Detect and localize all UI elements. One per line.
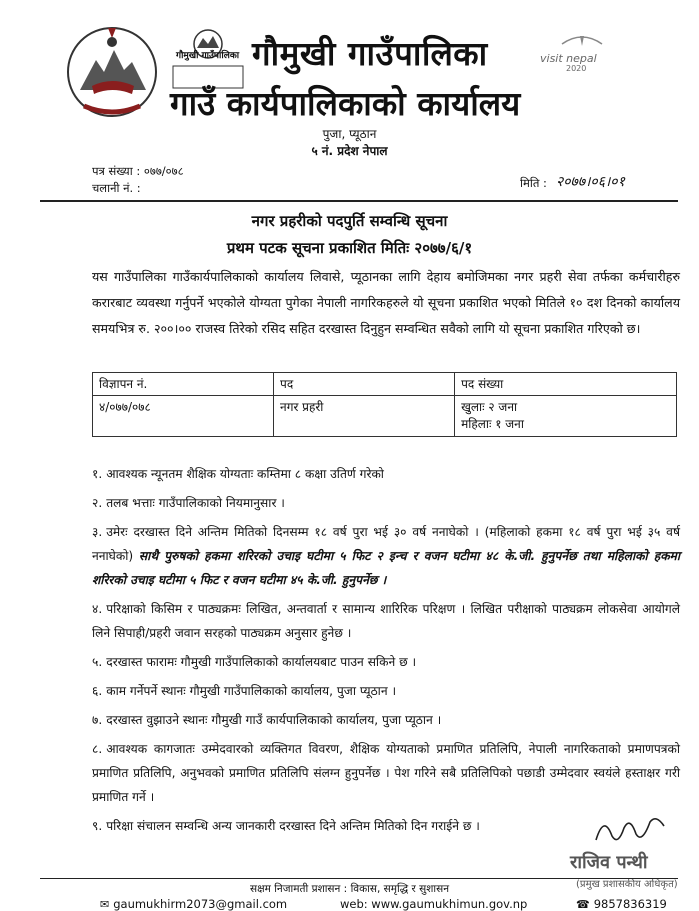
table-header-row (93, 373, 677, 396)
table-header-ad-no: विज्ञापन नं. (93, 373, 274, 396)
condition-number: ८. (92, 742, 103, 756)
email-icon: ✉ (100, 898, 110, 911)
condition-text: परिक्षाको किसिम र पाठ्यक्रमः लिखित, अन्तवार्ता र सामान्य शारिरिक परिक्षण । लिखित परीक्षाको पाठ्यक्रम लोकसेवा आयोगले लिने सिपाही/प्रहरी जवान सरहको पाठ्यक्रम अनुसार हुनेछ । (92, 602, 680, 640)
table-header-post: पद (274, 373, 455, 396)
handwritten-signature (590, 810, 670, 850)
office-name: गाउँ कार्यपालिकाको कार्यालय (170, 84, 521, 123)
condition-item (92, 814, 602, 838)
dispatch-number: चलानी नं. : (92, 181, 141, 195)
footer-phone (576, 897, 667, 911)
address-line2: ५ नं. प्रदेश नेपाल (311, 144, 388, 158)
condition-text: आवश्यक कागजातः उम्मेदवारको व्यक्तिगत विवरण, शैक्षिक योग्यताको प्रमाणित प्रतिलिपि, नेपाली नागरिकताको प्रमाणपत्रको प्रमाणित प्रतिलिपि, अनुभवको प्रमाणित प्रतिलिपि संलग्न हुनुपर्नेछ । पेश गरिने सबै प्रतिलिपिको पछाडी उम्मेदवार स्वयंले हस्ताक्षर गरी प्रमाणित गर्ने । (92, 742, 680, 804)
phone-text: 9857836319 (593, 897, 667, 911)
condition-item (92, 737, 680, 809)
condition-text: काम गर्नेपर्ने स्थानः गौमुखी गाउँपालिकाको कार्यालय, पुजा प्यूठान । (106, 684, 397, 698)
nepal-emblem-icon (62, 20, 162, 120)
condition-item (92, 491, 680, 515)
count-women: महिलाः १ जना (461, 417, 524, 431)
signatory-name: राजिव पन्थी (570, 852, 648, 873)
vacancy-table (92, 372, 677, 437)
notice-subtitle: प्रथम पटक सूचना प्रकाशित मितिः २०७७/६/१ (226, 239, 473, 257)
condition-item (92, 520, 680, 592)
visit-logo-text: visit nepal (540, 52, 597, 65)
condition-item (92, 597, 680, 645)
footer-email (100, 897, 287, 911)
footer-divider (40, 878, 678, 879)
visit-logo-year: 2020 (566, 64, 587, 73)
condition-text: उमेरः दरखास्त दिने अन्तिम मितिको दिनसम्म १८ वर्ष पुरा भई ३० वर्ष ननाघेको । (महिलाको हकमा १८ वर्ष पुरा भई ३५ वर्ष ननाघेको) (92, 525, 680, 563)
condition-emphasis: साथै पुरुषको हकमा शरिरको उचाइ घटीमा ५ फिट २ इन्च र वजन घटीमा ४८ के.जी. हुनुपर्नेछ तथा महिलाको हकमा शरिरको उचाइ घटीमा ५ फिट र वजन घटीमा ४५ के.जी. हुनुपर्नेछ । (92, 549, 680, 587)
condition-number: १. (92, 467, 103, 481)
email-text: gaumukhirm2073@gmail.com (113, 897, 288, 911)
table-header-count: पद संख्या (455, 373, 677, 396)
condition-number: ४. (92, 602, 103, 616)
seal-text: गौमुखी गाउँपालिका (176, 51, 240, 61)
condition-item (92, 708, 680, 732)
notice-intro: यस गाउँपालिका गाउँकार्यपालिकाको कार्यालय लिवासे, प्यूठानका लागि देहाय बमोजिमका नगर प्रहरी सेवा तर्फका कर्मचारीहरु करारबाट व्यवस्था गर्नुपर्ने भएकोले योग्यता पुगेका नेपाली नागरिकहरुले यो सूचना प्रकाशित भएको मितिले १० दश दिनको कार्यालय समयभित्र रु. २००।०० राजस्व तिरेको रसिद सहित दरखास्त दिनुहुन सम्वन्धित सवैको लागि यो सूचना प्रकाशित गरिएको छ। (92, 269, 680, 336)
footer-motto: सक्षम निजामती प्रशासन : विकास, समृद्धि र सुशासन (249, 883, 450, 895)
signatory-designation: (प्रमुख प्रशासकीय अधिकृत) (576, 879, 678, 890)
date-value: २०७७।०६।०१ (556, 174, 625, 190)
address-line1: पुजा, प्यूठान (322, 127, 377, 141)
phone-icon: ☎ (576, 898, 590, 911)
condition-number: २. (92, 496, 103, 510)
municipality-name: गौमुखी गाउँपालिका (252, 34, 488, 73)
condition-text: आवश्यक न्यूनतम शैक्षिक योग्यताः कम्तिमा ८ कक्षा उतिर्ण गरेको (106, 467, 384, 481)
footer-web: web: www.gaumukhimun.gov.np (340, 897, 528, 911)
condition-text: परिक्षा संचालन सम्वन्धि अन्य जानकारी दरखास्त दिने अन्तिम मितिको दिन गराईने छ । (106, 819, 480, 833)
condition-text: तलब भत्ताः गाउँपालिकाको नियमानुसार । (106, 496, 285, 510)
condition-number: ६. (92, 684, 103, 698)
condition-item (92, 650, 680, 674)
condition-number: ७. (92, 713, 103, 727)
table-cell-count (455, 396, 677, 437)
condition-number: ९. (92, 819, 103, 833)
header-divider (40, 200, 678, 202)
table-cell-ad-no: ४/०७७/०७८ (93, 396, 274, 437)
conditions-list (92, 462, 680, 843)
condition-text: दरखास्त फारामः गौमुखी गाउँपालिकाको कार्यालयबाट पाउन सकिने छ । (106, 655, 417, 669)
condition-number: ३. (92, 525, 103, 539)
condition-number: ५. (92, 655, 103, 669)
condition-item (92, 679, 680, 703)
condition-text: दरखास्त वुझाउने स्थानः गौमुखी गाउँ कार्यपालिकाको कार्यालय, पुजा प्यूठान । (106, 713, 442, 727)
date-label: मिति : (520, 176, 547, 190)
letter-number: पत्र संख्या : ०७७/०७८ (92, 164, 184, 178)
table-cell-post: नगर प्रहरी (274, 396, 455, 437)
count-open: खुलाः २ जना (461, 400, 518, 414)
notice-title: नगर प्रहरीको पदपुर्ति सम्वन्धि सूचना (251, 212, 448, 230)
condition-item (92, 462, 680, 486)
table-row (93, 396, 677, 437)
